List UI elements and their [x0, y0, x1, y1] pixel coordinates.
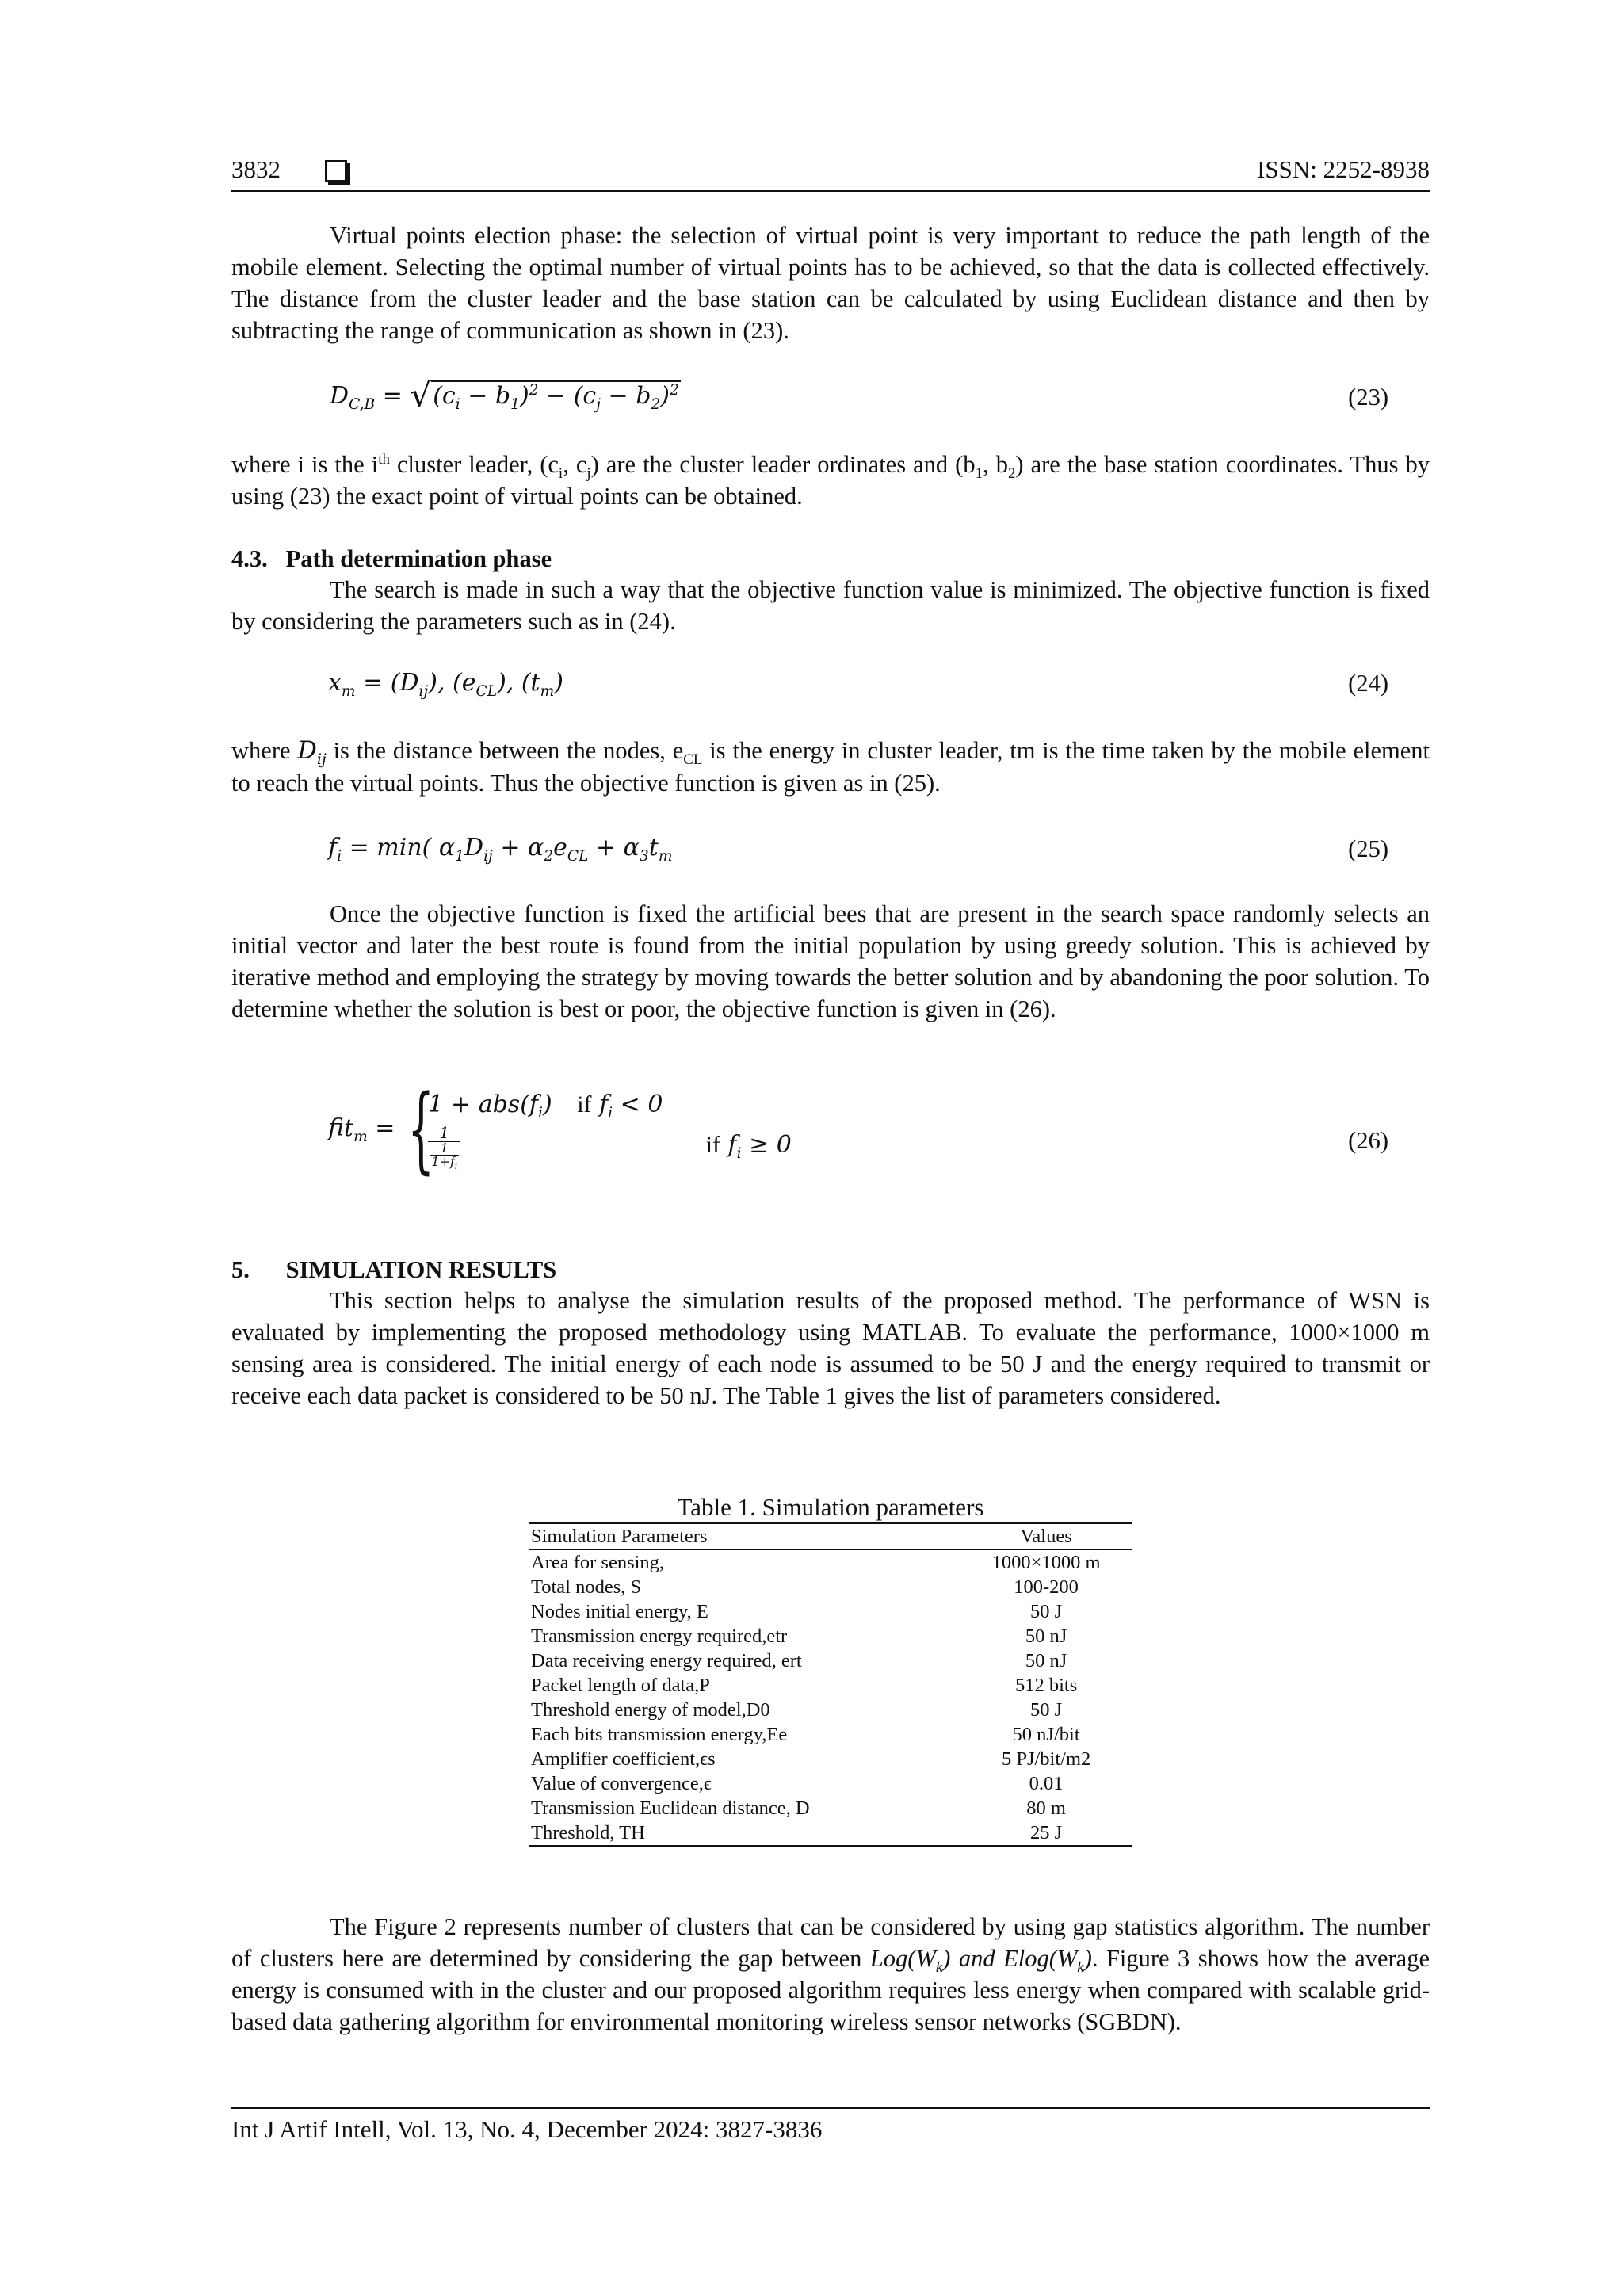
table-row: Total nodes, S 100-200: [531, 1576, 1079, 1598]
paragraph-objective-function: Once the objective function is fixed the artificial bees that are present in the search space randomly selects an initial vector and later the best route is found from the initial population by using greedy solution. This is achieved by iterative method and employing the strategy by moving towards the better solution and by abandoning the poor solution. To determine whether the solution is best or poor, the objective function is given in (26).: [231, 900, 1430, 1022]
table-row: Transmission energy required,etr 50 nJ: [531, 1626, 1067, 1647]
table-title: Table 1. Simulation parameters: [677, 1493, 984, 1521]
equation-24: $x_m = (D_{ij})$, $(e_{CL})$, $(t_m)$: [328, 669, 563, 700]
simulation-parameters-table: [529, 1522, 1132, 1847]
equation-23-number: (23): [1348, 384, 1388, 411]
equation-23: $D_{C,B} = √(c_i - b_1)^2 - (c_j - b_2)^2$: [330, 376, 679, 415]
table-row: Transmission Euclidean distance, D 80 m: [531, 1797, 1066, 1819]
table-row: Data receiving energy required, ert 50 nJ: [531, 1650, 1067, 1671]
equation-25: $f_i = \min$( $\alpha_1D_{ij} + \alpha_2e_{CL} + \alpha_3t_m$: [328, 834, 673, 865]
equation-26-number: (26): [1348, 1127, 1388, 1154]
paragraph-where-23: where i is the $i^{th}$ cluster leader, ($c_i$, $c_j$) are the cluster leader ordinates and ($b_1$, $b_2$) are the base station coordinates. Thus by using (23) the exact point of virtual points can be obtained.: [231, 450, 1430, 510]
table-row: Each bits transmission energy,Ee 50 nJ/bit: [531, 1724, 1080, 1745]
page-number: 3832: [231, 155, 281, 183]
table-row: Packet length of data,P 512 bits: [531, 1675, 1078, 1696]
table-row: Value of convergence,ϵ 0.01: [531, 1773, 1064, 1794]
paragraph-figures: The Figure 2 represents number of clusters that can be considered by using gap statistics algorithm. The number of clusters here are determined by considering the gap between $Log(W_k)$ and $Elog(W_k)$. Figure 3 shows how the average energy is consumed with in the cluster and our proposed algorithm requires less energy when compared with scalable grid-based data gathering algorithm for environmental monitoring wireless sensor networks (SGBDN).: [231, 1913, 1430, 2035]
footer-citation: Int J Artif Intell, Vol. 13, No. 4, December 2024: 3827-3836: [231, 2115, 823, 2143]
table-row: Threshold energy of model,D0 50 J: [531, 1699, 1063, 1721]
table-row: Threshold, TH 25 J: [529, 1820, 1132, 1846]
table-row: Nodes initial energy, E 50 J: [531, 1601, 1063, 1622]
table-header-values: Values: [960, 1523, 1132, 1549]
checkbox-icon: [325, 160, 347, 186]
issn-label: ISSN: 2252-8938: [1257, 155, 1430, 183]
equation-26: fit$_m$ = { $1 + abs(f_i)$ if $f_i < 0$ $\frac{1}{\frac{1}{1+f_i}}$ if $f_i \ge 0$: [328, 1074, 792, 1183]
table-header-parameters: Simulation Parameters: [529, 1523, 960, 1549]
table-row: Area for sensing, 1000×1000 m: [531, 1552, 1101, 1573]
equation-25-number: (25): [1348, 835, 1388, 862]
table-row: Amplifier coefficient,ϵs 5 PJ/bit/m2: [531, 1748, 1091, 1770]
paragraph-simulation-results: This section helps to analyse the simulation results of the proposed method. The performance of WSN is evaluated by implementing the proposed methodology using MATLAB. To evaluate the performance, 1000×1000 m sensing area is considered. The initial energy of each node is assumed to be 50 J and the energy required to transmit or receive each data packet is considered to be 50 nJ. The Table 1 gives the list of parameters considered.: [231, 1287, 1430, 1409]
section-heading-5: 5. SIMULATION RESULTS: [231, 1256, 557, 1283]
footer-rule: [231, 2107, 1430, 2109]
header-rule: [231, 190, 1430, 192]
paragraph-path-determination: The search is made in such a way that the objective function value is minimized. The objective function is fixed by considering the parameters such as in (24).: [231, 576, 1430, 635]
paragraph-where-24: where $D_{ij}$ is the distance between the nodes, $e_{CL}$ is the energy in cluster leader, tm is the time taken by the mobile element to reach the virtual points. Thus the objective function is given as in (25).: [231, 737, 1430, 797]
equation-24-number: (24): [1348, 670, 1388, 697]
section-heading-4-3: 4.3. Path determination phase: [231, 545, 552, 572]
paragraph-virtual-points: Virtual points election phase: the selection of virtual point is very important to reduce the path length of the mobile element. Selecting the optimal number of virtual points has to be achieved, so that the data is collected effectively. The distance from the cluster leader and the base station can be calculated by using Euclidean distance and then by subtracting the range of communication as shown in (23).: [231, 222, 1430, 344]
